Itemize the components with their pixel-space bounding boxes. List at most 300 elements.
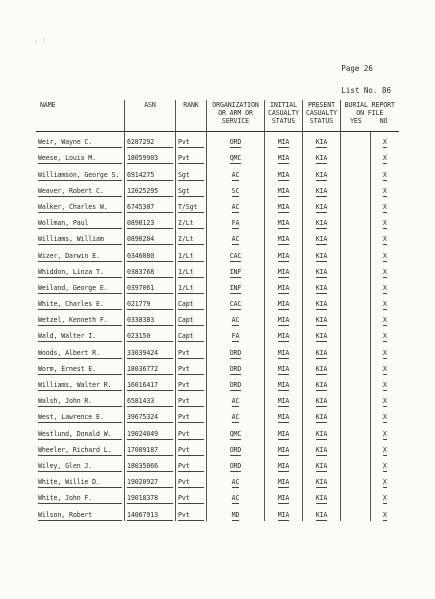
cell-asn [125, 456, 176, 472]
header-organization: ORGANIZATION OR ARM OR SERVICE [207, 100, 265, 132]
cell-name-text: Walsh, John R. [38, 397, 122, 407]
cell-asn-text: 0383768 [127, 268, 173, 278]
cell-initial-status-text: MIA [277, 478, 290, 487]
cell-organization [207, 407, 265, 423]
table-row [36, 407, 399, 423]
cell-name [36, 504, 125, 520]
cell-initial-status-text: MIA [277, 413, 290, 422]
cell-present-status [303, 294, 341, 310]
table-row [36, 440, 399, 456]
cell-rank [176, 164, 207, 180]
cell-name-text: White, Charles E. [38, 300, 122, 310]
cell-initial-status [265, 488, 303, 504]
cell-rank [176, 359, 207, 375]
cell-initial-status-text: MIA [277, 138, 290, 147]
cell-rank-text: Pvt [178, 349, 204, 359]
cell-burial-no [371, 229, 399, 245]
cell-rank [176, 391, 207, 407]
cell-organization [207, 504, 265, 520]
cell-rank [176, 423, 207, 439]
cell-burial-no-text: X [382, 413, 387, 422]
cell-rank [176, 440, 207, 456]
cell-asn-text: 6581433 [127, 397, 173, 407]
cell-name [36, 229, 125, 245]
cell-name-text: Williams, William [38, 235, 122, 245]
cell-asn [125, 391, 176, 407]
cell-rank-text: 2/Lt [178, 235, 204, 245]
header-no: NO [379, 117, 388, 125]
cell-present-status [303, 278, 341, 294]
cell-name [36, 342, 125, 358]
cell-asn-text: 19018378 [127, 494, 173, 504]
cell-initial-status [265, 326, 303, 342]
table-row [36, 472, 399, 488]
cell-organization [207, 245, 265, 261]
cell-rank [176, 197, 207, 213]
cell-present-status-text: KIA [315, 154, 328, 163]
table-row [36, 164, 399, 180]
cell-asn [125, 326, 176, 342]
cell-initial-status-text: MIA [277, 300, 290, 309]
cell-burial-yes [341, 197, 371, 213]
table-row [36, 148, 399, 164]
table-row [36, 326, 399, 342]
cell-asn [125, 310, 176, 326]
cell-asn-text: 6914275 [127, 171, 173, 181]
cell-name-text: Weese, Louis M. [38, 154, 122, 164]
cell-present-status [303, 391, 341, 407]
cell-asn-text: 16016417 [127, 381, 173, 391]
cell-asn-text: 0346080 [127, 252, 173, 262]
cell-organization [207, 197, 265, 213]
cell-burial-no [371, 504, 399, 520]
page-header [341, 58, 391, 102]
table-row [36, 391, 399, 407]
cell-asn [125, 148, 176, 164]
cell-present-status [303, 423, 341, 439]
cell-organization [207, 375, 265, 391]
cell-organization-text: FA [231, 332, 240, 341]
cell-asn [125, 375, 176, 391]
cell-organization [207, 326, 265, 342]
cell-organization-text: QMC [229, 154, 242, 163]
table-row [36, 423, 399, 439]
cell-name [36, 197, 125, 213]
cell-present-status [303, 229, 341, 245]
cell-asn-text: 18059903 [127, 154, 173, 164]
cell-rank-text: Pvt [178, 138, 204, 148]
cell-initial-status-text: MIA [277, 219, 290, 228]
cell-present-status [303, 262, 341, 278]
cell-organization [207, 164, 265, 180]
header-rank: RANK [176, 100, 207, 132]
cell-burial-no-text: X [382, 381, 387, 389]
cell-name [36, 407, 125, 423]
cell-organization-text: AC [231, 170, 240, 179]
cell-burial-no [371, 310, 399, 326]
cell-present-status-text: KIA [315, 510, 328, 519]
cell-burial-yes [341, 472, 371, 488]
cell-present-status [303, 245, 341, 261]
cell-rank-text: 1/Lt [178, 252, 204, 262]
cell-asn-text: 18035066 [127, 462, 173, 472]
cell-initial-status [265, 342, 303, 358]
cell-burial-yes [341, 391, 371, 407]
cell-present-status-text: KIA [315, 429, 328, 438]
cell-burial-yes [341, 213, 371, 229]
cell-asn [125, 407, 176, 423]
cell-rank-text: Pvt [178, 511, 204, 521]
cell-burial-yes [341, 262, 371, 278]
cell-organization [207, 262, 265, 278]
cell-name-text: Wilson, Robert [38, 511, 122, 521]
cell-present-status-text: KIA [315, 494, 328, 503]
cell-burial-no-text: X [382, 219, 387, 228]
cell-burial-no [371, 456, 399, 472]
cell-burial-no [371, 488, 399, 504]
cell-initial-status-text: MIA [277, 154, 290, 163]
cell-rank [176, 456, 207, 472]
cell-initial-status [265, 407, 303, 423]
cell-organization [207, 359, 265, 375]
cell-initial-status-text: MIA [277, 381, 290, 389]
cell-burial-yes [341, 342, 371, 358]
cell-rank-text: 1/Lt [178, 268, 204, 278]
cell-asn-text: 021779 [127, 300, 173, 310]
cell-initial-status [265, 197, 303, 213]
cell-organization-text: ORD [229, 381, 242, 389]
cell-name [36, 456, 125, 472]
cell-present-status-text: KIA [315, 300, 328, 309]
cell-initial-status-text: MIA [277, 267, 290, 276]
cell-rank-text: T/Sgt [178, 203, 204, 213]
cell-organization-text: QMC [229, 429, 242, 438]
cell-asn [125, 181, 176, 197]
cell-present-status [303, 197, 341, 213]
cell-organization [207, 278, 265, 294]
cell-name-text: Weiland, George E. [38, 284, 122, 294]
cell-initial-status-text: MIA [277, 397, 290, 406]
cell-burial-no-text: X [382, 348, 387, 357]
cell-burial-yes [341, 294, 371, 310]
cell-organization-text: FA [231, 219, 240, 228]
cell-present-status [303, 488, 341, 504]
cell-burial-no [371, 440, 399, 456]
cell-rank [176, 326, 207, 342]
cell-initial-status [265, 375, 303, 391]
cell-asn [125, 132, 176, 149]
cell-organization-text: MD [231, 510, 240, 519]
cell-asn [125, 342, 176, 358]
header-present-status: PRESENT CASUALTY STATUS [303, 100, 341, 132]
cell-organization [207, 132, 265, 149]
cell-burial-no-text: X [382, 170, 387, 179]
cell-burial-yes [341, 132, 371, 149]
cell-burial-yes [341, 488, 371, 504]
cell-name [36, 132, 125, 149]
cell-initial-status-text: MIA [277, 316, 290, 325]
cell-rank-text: Pvt [178, 478, 204, 488]
header-name: NAME [36, 100, 125, 132]
cell-name-text: Wheeler, Richard L. [38, 446, 122, 456]
cell-name-text: Whiddon, Linza T. [38, 268, 122, 278]
cell-organization-text: INF [229, 267, 242, 276]
cell-rank [176, 148, 207, 164]
cell-asn-text: 12025295 [127, 187, 173, 197]
cell-rank-text: Pvt [178, 494, 204, 504]
cell-rank [176, 132, 207, 149]
cell-rank-text: Pvt [178, 381, 204, 391]
cell-burial-yes [341, 148, 371, 164]
cell-present-status [303, 359, 341, 375]
cell-organization [207, 181, 265, 197]
cell-burial-no-text: X [382, 186, 387, 195]
cell-present-status [303, 132, 341, 149]
cell-initial-status [265, 148, 303, 164]
cell-initial-status [265, 132, 303, 149]
cell-present-status [303, 148, 341, 164]
cell-burial-no-text: X [382, 510, 387, 519]
cell-present-status-text: KIA [315, 186, 328, 195]
cell-organization-text: INF [229, 283, 242, 292]
cell-name-text: Walker, Charles W. [38, 203, 122, 213]
cell-name [36, 359, 125, 375]
cell-initial-status-text: MIA [277, 510, 290, 519]
cell-present-status [303, 326, 341, 342]
cell-burial-no-text: X [382, 461, 387, 470]
cell-name-text: Wald, Walter I. [38, 332, 122, 342]
cell-burial-no-text: X [382, 478, 387, 487]
cell-asn [125, 359, 176, 375]
table-row [36, 132, 399, 149]
cell-rank [176, 407, 207, 423]
cell-present-status-text: KIA [315, 397, 328, 406]
cell-initial-status [265, 294, 303, 310]
cell-rank-text: Pvt [178, 430, 204, 440]
cell-asn [125, 245, 176, 261]
header-burial-label: BURIAL REPORT ON FILE [344, 101, 395, 117]
cell-burial-yes [341, 423, 371, 439]
cell-rank [176, 342, 207, 358]
cell-present-status-text: KIA [315, 138, 328, 147]
cell-initial-status [265, 278, 303, 294]
header-asn: ASN [125, 100, 176, 132]
table-row [36, 359, 399, 375]
cell-asn-text: 0890123 [127, 219, 173, 229]
cell-present-status-text: KIA [315, 170, 328, 179]
table-row [36, 342, 399, 358]
cell-asn [125, 472, 176, 488]
cell-rank [176, 488, 207, 504]
cell-present-status-text: KIA [315, 461, 328, 470]
cell-burial-no-text: X [382, 397, 387, 406]
cell-organization [207, 488, 265, 504]
cell-name-text: Wizer, Darwin E. [38, 252, 122, 262]
cell-name [36, 326, 125, 342]
cell-organization-text: SC [231, 186, 240, 195]
cell-rank-text: Capt [178, 316, 204, 326]
cell-burial-no [371, 375, 399, 391]
cell-rank-text: Pvt [178, 413, 204, 423]
cell-organization-text: AC [231, 202, 240, 211]
cell-organization [207, 229, 265, 245]
cell-rank-text: Pvt [178, 154, 204, 164]
cell-burial-no [371, 294, 399, 310]
table-row [36, 181, 399, 197]
cell-present-status [303, 407, 341, 423]
cell-present-status [303, 456, 341, 472]
cell-present-status [303, 164, 341, 180]
cell-burial-no-text: X [382, 364, 387, 373]
cell-present-status [303, 440, 341, 456]
cell-asn-text: 023150 [127, 332, 173, 342]
cell-burial-no-text: X [382, 154, 387, 163]
cell-asn-text: 0890204 [127, 235, 173, 245]
cell-organization [207, 423, 265, 439]
table-row [36, 310, 399, 326]
cell-present-status [303, 310, 341, 326]
cell-asn [125, 504, 176, 520]
cell-name [36, 213, 125, 229]
table-row [36, 262, 399, 278]
cell-asn [125, 229, 176, 245]
table-row [36, 375, 399, 391]
scan-mark: · ' [34, 38, 47, 46]
cell-present-status-text: KIA [315, 283, 328, 292]
cell-burial-no [371, 262, 399, 278]
cell-name [36, 423, 125, 439]
cell-rank [176, 262, 207, 278]
cell-present-status-text: KIA [315, 316, 328, 325]
cell-burial-yes [341, 310, 371, 326]
cell-name [36, 245, 125, 261]
cell-rank-text: Pvt [178, 397, 204, 407]
cell-organization-text: AC [231, 413, 240, 422]
cell-initial-status-text: MIA [277, 429, 290, 438]
cell-initial-status [265, 164, 303, 180]
cell-burial-no-text: X [382, 283, 387, 292]
cell-burial-no-text: X [382, 300, 387, 309]
cell-organization-text: ORD [229, 138, 242, 147]
cell-present-status [303, 504, 341, 520]
cell-name [36, 262, 125, 278]
cell-asn-text: 14067913 [127, 511, 173, 521]
cell-organization-text: CAC [229, 300, 242, 309]
cell-asn [125, 488, 176, 504]
cell-burial-no-text: X [382, 202, 387, 211]
cell-name [36, 278, 125, 294]
table-row [36, 229, 399, 245]
cell-present-status-text: KIA [315, 413, 328, 422]
cell-asn-text: 33039424 [127, 349, 173, 359]
cell-initial-status-text: MIA [277, 202, 290, 211]
cell-rank-text: Sgt [178, 187, 204, 197]
cell-organization-text: ORD [229, 445, 242, 454]
cell-asn [125, 294, 176, 310]
cell-burial-no [371, 391, 399, 407]
cell-initial-status [265, 504, 303, 520]
cell-organization-text: AC [231, 235, 240, 244]
cell-rank-text: Capt [178, 300, 204, 310]
cell-burial-no [371, 407, 399, 423]
cell-burial-no-text: X [382, 235, 387, 244]
cell-rank-text: Sgt [178, 171, 204, 181]
cell-rank-text: 2/Lt [178, 219, 204, 229]
cell-present-status-text: KIA [315, 381, 328, 389]
cell-present-status [303, 375, 341, 391]
cell-burial-no [371, 148, 399, 164]
cell-burial-no [371, 197, 399, 213]
cell-asn [125, 262, 176, 278]
cell-initial-status-text: MIA [277, 364, 290, 373]
cell-burial-no [371, 278, 399, 294]
cell-asn [125, 423, 176, 439]
cell-burial-no-text: X [382, 138, 387, 147]
cell-present-status-text: KIA [315, 235, 328, 244]
cell-rank [176, 245, 207, 261]
cell-name [36, 488, 125, 504]
cell-organization-text: CAC [229, 251, 242, 260]
cell-name-text: Woods, Albert R. [38, 349, 122, 359]
cell-present-status-text: KIA [315, 478, 328, 487]
cell-burial-yes [341, 245, 371, 261]
cell-initial-status-text: MIA [277, 251, 290, 260]
cell-present-status-text: KIA [315, 364, 328, 373]
cell-present-status [303, 342, 341, 358]
cell-name [36, 181, 125, 197]
cell-burial-yes [341, 229, 371, 245]
cell-present-status-text: KIA [315, 348, 328, 357]
cell-name-text: West, Lawrence E. [38, 413, 122, 423]
cell-initial-status [265, 181, 303, 197]
cell-initial-status-text: MIA [277, 235, 290, 244]
cell-name-text: Wiley, Glen J. [38, 462, 122, 472]
cell-burial-no-text: X [382, 429, 387, 438]
cell-name-text: Williams, Walter R. [38, 381, 122, 391]
cell-burial-yes [341, 181, 371, 197]
cell-organization-text: ORD [229, 364, 242, 373]
cell-organization [207, 391, 265, 407]
cell-name [36, 472, 125, 488]
cell-organization-text: ORD [229, 348, 242, 357]
cell-name-text: Williamson, George S. [38, 171, 122, 181]
cell-asn-text: 6287292 [127, 138, 173, 148]
cell-initial-status [265, 229, 303, 245]
cell-initial-status [265, 359, 303, 375]
cell-burial-no [371, 423, 399, 439]
cell-initial-status [265, 456, 303, 472]
cell-rank [176, 229, 207, 245]
cell-initial-status [265, 391, 303, 407]
cell-rank [176, 181, 207, 197]
cell-burial-no-text: X [382, 494, 387, 503]
page-number: Page 26 [341, 64, 373, 73]
cell-organization [207, 440, 265, 456]
cell-name [36, 375, 125, 391]
table-header-row [36, 100, 399, 132]
cell-burial-no [371, 245, 399, 261]
cell-rank-text: Pvt [178, 462, 204, 472]
cell-burial-yes [341, 359, 371, 375]
cell-organization [207, 472, 265, 488]
cell-burial-yes [341, 504, 371, 520]
cell-present-status-text: KIA [315, 251, 328, 260]
cell-rank [176, 294, 207, 310]
header-yes: YES [350, 117, 362, 125]
cell-asn-text: 0338383 [127, 316, 173, 326]
cell-initial-status-text: MIA [277, 170, 290, 179]
cell-initial-status [265, 310, 303, 326]
